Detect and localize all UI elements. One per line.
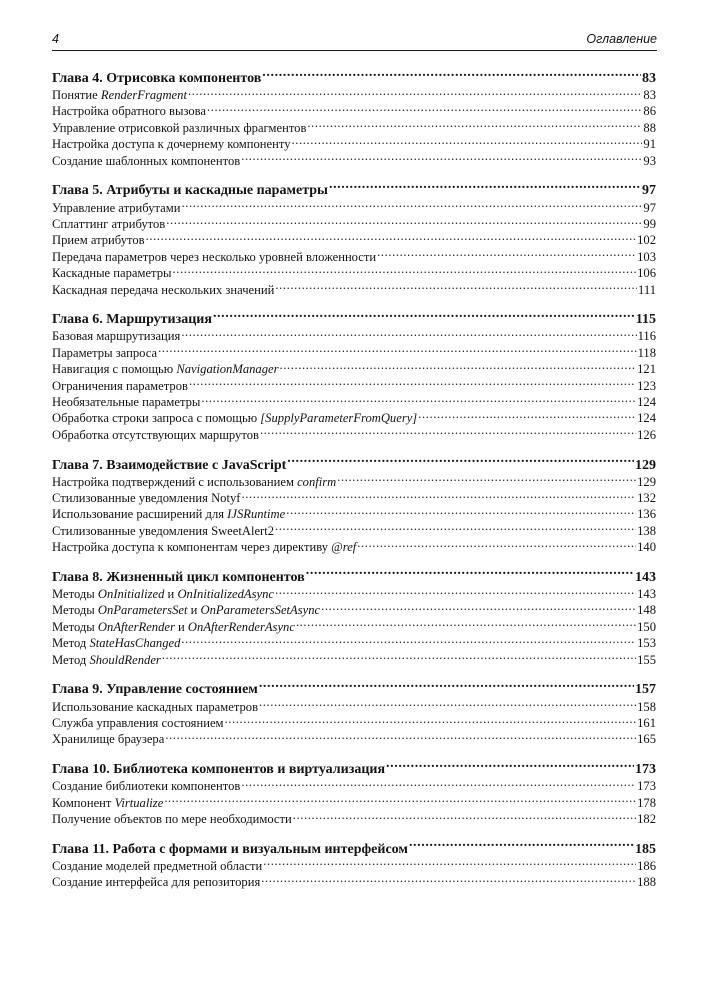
toc-entry bbox=[52, 393, 656, 409]
toc-entry-title: Сплаттинг атрибутов bbox=[52, 216, 166, 231]
chapter-block bbox=[52, 567, 656, 667]
toc-entry-page-number: 124 bbox=[637, 394, 656, 409]
toc-entry bbox=[52, 136, 656, 152]
toc-entry-page-number: 99 bbox=[643, 216, 656, 231]
dot-leader bbox=[280, 361, 637, 374]
toc-entry bbox=[52, 410, 656, 426]
toc-entry-title: Хранилище браузера bbox=[52, 732, 165, 747]
dot-leader bbox=[181, 635, 636, 648]
chapter-block bbox=[52, 68, 656, 168]
toc-entry bbox=[52, 539, 656, 555]
chapter-block bbox=[52, 839, 656, 890]
toc-entry bbox=[52, 215, 656, 231]
toc-entry-page-number: 165 bbox=[637, 732, 656, 747]
toc-entry bbox=[52, 651, 656, 667]
toc-entry-page-number: 121 bbox=[637, 362, 656, 377]
dot-leader bbox=[321, 602, 636, 615]
toc-entry-page-number: 186 bbox=[637, 858, 656, 873]
dot-leader bbox=[307, 119, 642, 132]
toc-entry-title: Прием атрибутов bbox=[52, 233, 145, 248]
toc-entry-page-number: 129 bbox=[637, 474, 656, 489]
toc-entry-title: Создание моделей предметной области bbox=[52, 858, 263, 873]
dot-leader bbox=[259, 698, 636, 711]
dot-leader bbox=[241, 489, 636, 502]
chapter-heading bbox=[52, 759, 656, 778]
toc-entry-page-number: 106 bbox=[637, 266, 656, 281]
chapter-heading bbox=[52, 455, 656, 474]
toc-entry bbox=[52, 344, 656, 360]
toc-entry-title: Настройка подтверждений с использованием confirm bbox=[52, 474, 337, 489]
chapter-heading-title: Глава 10. Библиотека компонентов и виртуализация bbox=[52, 762, 386, 778]
toc-entry bbox=[52, 489, 656, 505]
toc-entry bbox=[52, 281, 656, 297]
dot-leader bbox=[275, 281, 637, 294]
toc-entry-page-number: 161 bbox=[637, 715, 656, 730]
dot-leader bbox=[225, 714, 637, 727]
toc-entry bbox=[52, 698, 656, 714]
toc-entry-page-number: 136 bbox=[637, 507, 656, 522]
chapter-block bbox=[52, 309, 656, 442]
dot-leader bbox=[262, 68, 641, 82]
dot-leader bbox=[213, 309, 635, 323]
dot-leader bbox=[241, 778, 636, 791]
toc-entry-page-number: 103 bbox=[637, 249, 656, 264]
chapter-heading-page-number: 115 bbox=[635, 312, 656, 328]
chapter-heading-page-number: 129 bbox=[635, 457, 656, 473]
toc-entry-page-number: 140 bbox=[637, 540, 656, 555]
dot-leader bbox=[287, 455, 634, 469]
toc-entry-page-number: 86 bbox=[643, 104, 656, 119]
toc-entry bbox=[52, 635, 656, 651]
toc-entry bbox=[52, 731, 656, 747]
dot-leader bbox=[263, 857, 636, 870]
toc-entry bbox=[52, 152, 656, 168]
toc-entry bbox=[52, 506, 656, 522]
chapter-heading bbox=[52, 567, 656, 586]
chapter-heading-title: Глава 5. Атрибуты и каскадные параметры bbox=[52, 183, 328, 199]
dot-leader bbox=[181, 328, 636, 341]
dot-leader bbox=[292, 136, 643, 149]
toc-entry-title: Управление отрисовкой различных фрагментов bbox=[52, 120, 307, 135]
chapter-heading-title: Глава 4. Отрисовка компонентов bbox=[52, 71, 262, 86]
toc-entry bbox=[52, 618, 656, 634]
dot-leader bbox=[337, 473, 636, 486]
toc-entry-page-number: 111 bbox=[638, 282, 656, 297]
toc-entry-page-number: 178 bbox=[637, 795, 656, 810]
dot-leader bbox=[172, 265, 636, 278]
toc-entry-title: Стилизованные уведомления SweetAlert2 bbox=[52, 523, 275, 538]
toc-entry-page-number: 93 bbox=[643, 153, 656, 168]
toc-entry bbox=[52, 248, 656, 264]
toc-entry-title: Обработка отсутствующих маршрутов bbox=[52, 427, 259, 442]
toc-entry bbox=[52, 87, 656, 103]
toc-entry-page-number: 97 bbox=[643, 200, 656, 215]
dot-leader bbox=[146, 232, 637, 245]
dot-leader bbox=[286, 506, 636, 519]
toc-entry-title: Обработка строки запроса с помощью [SupplyParameterFromQuery] bbox=[52, 411, 418, 426]
toc-entry-title: Передача параметров через несколько уровней вложенности bbox=[52, 249, 377, 264]
toc-entry-title: Навигация с помощью NavigationManager bbox=[52, 362, 279, 377]
toc-entry-page-number: 182 bbox=[637, 811, 656, 826]
chapter-heading-page-number: 173 bbox=[635, 762, 656, 778]
toc-entry-page-number: 155 bbox=[637, 652, 656, 667]
chapter-block bbox=[52, 180, 656, 297]
chapter-heading bbox=[52, 309, 656, 328]
chapter-heading-page-number: 83 bbox=[642, 71, 656, 86]
toc-entry-page-number: 118 bbox=[637, 345, 656, 360]
page-number: 4 bbox=[52, 32, 59, 46]
toc-entry-title: Настройка доступа к компонентам через директиву @ref bbox=[52, 540, 357, 555]
toc-entry-title: Метод StateHasChanged bbox=[52, 636, 181, 651]
section-title: Оглавление bbox=[586, 32, 657, 46]
toc-entry-title: Ограничения параметров bbox=[52, 378, 188, 393]
toc-entry-page-number: 116 bbox=[637, 329, 656, 344]
chapter-heading bbox=[52, 679, 656, 698]
chapter-heading-title: Глава 11. Работа с формами и визуальным интерфейсом bbox=[52, 841, 408, 857]
toc-entry bbox=[52, 810, 656, 826]
dot-leader bbox=[275, 522, 636, 535]
toc-entry-title: Метод ShouldRender bbox=[52, 652, 161, 667]
toc-entry bbox=[52, 522, 656, 538]
toc-entry bbox=[52, 794, 656, 810]
dot-leader bbox=[259, 679, 634, 693]
dot-leader bbox=[181, 199, 642, 212]
toc-entry-page-number: 158 bbox=[637, 699, 656, 714]
toc-entry-title: Понятие RenderFragment bbox=[52, 88, 187, 103]
toc-entry bbox=[52, 426, 656, 442]
toc-entry-title: Служба управления состоянием bbox=[52, 715, 224, 730]
toc-entry-page-number: 102 bbox=[637, 233, 656, 248]
dot-leader bbox=[207, 103, 642, 116]
dot-leader bbox=[275, 585, 636, 598]
toc-entry-page-number: 124 bbox=[637, 411, 656, 426]
toc-entry bbox=[52, 328, 656, 344]
chapter-heading bbox=[52, 68, 656, 87]
toc-entry-title: Создание библиотеки компонентов bbox=[52, 779, 241, 794]
dot-leader bbox=[377, 248, 636, 261]
dot-leader bbox=[188, 87, 642, 100]
toc-entry-page-number: 153 bbox=[637, 636, 656, 651]
dot-leader bbox=[165, 731, 636, 744]
chapter-heading-title: Глава 7. Взаимодействие с JavaScript bbox=[52, 457, 287, 473]
toc-entry bbox=[52, 874, 656, 890]
toc-entry bbox=[52, 714, 656, 730]
chapter-heading-page-number: 97 bbox=[642, 183, 656, 199]
chapter-heading bbox=[52, 839, 656, 858]
toc-entry-title: Использование каскадных параметров bbox=[52, 699, 259, 714]
dot-leader bbox=[293, 810, 636, 823]
dot-leader bbox=[261, 874, 636, 887]
chapter-heading-title: Глава 9. Управление состоянием bbox=[52, 682, 258, 698]
dot-leader bbox=[386, 759, 634, 773]
toc-entry-title: Методы OnAfterRender и OnAfterRenderAsync bbox=[52, 619, 295, 634]
toc-entry-title: Получение объектов по мере необходимости bbox=[52, 811, 292, 826]
toc-entry-title: Методы OnInitialized и OnInitializedAsync bbox=[52, 587, 274, 602]
toc-entry-title: Параметры запроса bbox=[52, 345, 158, 360]
table-of-contents bbox=[52, 68, 656, 902]
toc-entry-title: Каскадная передача нескольких значений bbox=[52, 282, 275, 297]
dot-leader bbox=[357, 539, 636, 552]
chapter-heading-page-number: 143 bbox=[635, 569, 656, 585]
toc-entry bbox=[52, 585, 656, 601]
toc-entry bbox=[52, 377, 656, 393]
toc-entry-title: Создание шаблонных компонентов bbox=[52, 153, 241, 168]
toc-entry-title: Методы OnParametersSet и OnParametersSetAsync bbox=[52, 603, 321, 618]
dot-leader bbox=[306, 567, 634, 581]
toc-entry-page-number: 88 bbox=[643, 120, 656, 135]
toc-entry-page-number: 173 bbox=[637, 779, 656, 794]
toc-entry-page-number: 143 bbox=[637, 587, 656, 602]
dot-leader bbox=[260, 426, 636, 439]
toc-entry-title: Создание интерфейса для репозитория bbox=[52, 875, 261, 890]
toc-entry-page-number: 188 bbox=[637, 875, 656, 890]
toc-entry bbox=[52, 473, 656, 489]
chapter-block bbox=[52, 759, 656, 827]
toc-entry-page-number: 138 bbox=[637, 523, 656, 538]
dot-leader bbox=[241, 152, 642, 165]
toc-entry bbox=[52, 361, 656, 377]
toc-entry bbox=[52, 232, 656, 248]
toc-entry bbox=[52, 119, 656, 135]
toc-entry bbox=[52, 857, 656, 873]
dot-leader bbox=[409, 839, 634, 853]
toc-entry bbox=[52, 602, 656, 618]
toc-entry-page-number: 91 bbox=[643, 137, 656, 152]
chapter-heading bbox=[52, 180, 656, 199]
toc-entry bbox=[52, 265, 656, 281]
dot-leader bbox=[201, 393, 636, 406]
toc-entry-title: Необязательные параметры bbox=[52, 394, 201, 409]
chapter-heading-page-number: 185 bbox=[635, 841, 656, 857]
dot-leader bbox=[189, 377, 636, 390]
toc-entry-title: Стилизованные уведомления Notyf bbox=[52, 491, 241, 506]
dot-leader bbox=[164, 794, 636, 807]
toc-entry-title: Использование расширений для IJSRuntime bbox=[52, 507, 286, 522]
chapter-heading-title: Глава 6. Маршрутизация bbox=[52, 312, 212, 328]
toc-entry bbox=[52, 103, 656, 119]
dot-leader bbox=[329, 180, 641, 194]
running-head bbox=[52, 30, 657, 51]
toc-entry-title: Настройка доступа к дочернему компоненту bbox=[52, 137, 291, 152]
toc-entry-page-number: 132 bbox=[637, 491, 656, 506]
toc-entry-title: Управление атрибутами bbox=[52, 200, 181, 215]
toc-entry-page-number: 126 bbox=[637, 427, 656, 442]
chapter-block bbox=[52, 455, 656, 555]
toc-entry-title: Компонент Virtualize bbox=[52, 795, 164, 810]
dot-leader bbox=[166, 215, 642, 228]
toc-entry bbox=[52, 199, 656, 215]
chapter-heading-title: Глава 8. Жизненный цикл компонентов bbox=[52, 569, 305, 585]
dot-leader bbox=[158, 344, 636, 357]
toc-entry-page-number: 83 bbox=[643, 88, 656, 103]
dot-leader bbox=[296, 618, 636, 631]
chapter-block bbox=[52, 679, 656, 747]
toc-entry-page-number: 123 bbox=[637, 378, 656, 393]
chapter-heading-page-number: 157 bbox=[635, 682, 656, 698]
toc-entry-page-number: 150 bbox=[637, 619, 656, 634]
toc-entry-title: Базовая маршрутизация bbox=[52, 329, 181, 344]
toc-entry-page-number: 148 bbox=[637, 603, 656, 618]
toc-entry-title: Каскадные параметры bbox=[52, 266, 172, 281]
dot-leader bbox=[418, 410, 636, 423]
toc-entry-title: Настройка обратного вызова bbox=[52, 104, 207, 119]
toc-entry bbox=[52, 778, 656, 794]
dot-leader bbox=[162, 651, 636, 664]
